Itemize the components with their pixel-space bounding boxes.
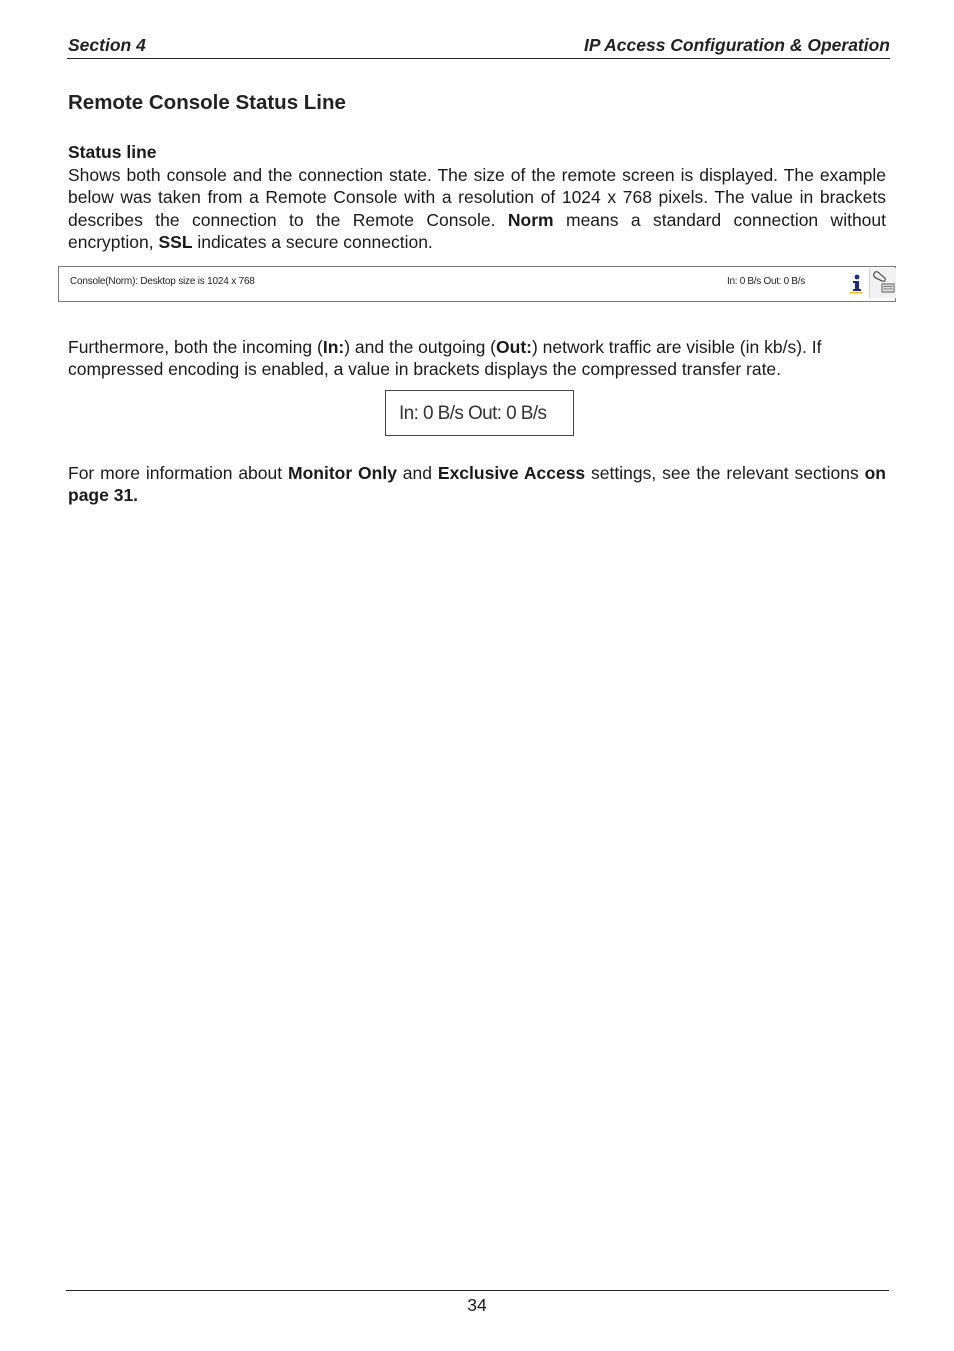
info-icon[interactable] — [849, 272, 863, 294]
footer-rule — [66, 1290, 889, 1291]
more-info-paragraph — [68, 462, 886, 507]
header-section: Section 4 — [68, 35, 146, 55]
p2-out: Out: — [496, 337, 532, 357]
p1-norm: Norm — [507, 209, 554, 230]
traffic-readout-screenshot — [385, 390, 574, 436]
traffic-paragraph — [68, 336, 886, 381]
p3-monitor-only: Monitor Only — [288, 463, 397, 483]
status-bar-screenshot — [58, 266, 896, 302]
p1-text-a: Shows both console and the connection state. The size of the remote screen is displayed. The example below was taken from a Remote Console with a resolution of 1024 x 768 pixels. The value in brackets describes the connection to the Remote Console. — [68, 165, 886, 230]
p3-text-b: and — [396, 463, 438, 483]
p3-text-a: For more information about — [68, 463, 288, 483]
status-bar-traffic-text: In: 0 B/s Out: 0 B/s — [727, 276, 805, 287]
page-number: 34 — [467, 1295, 487, 1315]
p3-page-reference: on page 31. — [68, 463, 886, 506]
p2-text-c: ) network traffic are visible (in kb/s). If compressed encoding is enabled, a value in brackets displays the compressed transfer rate. — [68, 337, 822, 380]
page-header — [67, 34, 890, 59]
p3-text-c: settings, see the relevant sections — [585, 463, 865, 483]
p1-text-b: means a standard connection without encryption, — [68, 209, 887, 253]
traffic-readout-text: In: 0 B/s Out: 0 B/s — [399, 403, 547, 424]
section-title: Remote Console Status Line — [68, 91, 346, 114]
p2-in: In: — [322, 337, 345, 357]
status-line-heading: Status line — [68, 142, 157, 162]
header-chapter: IP Access Configuration & Operation — [584, 35, 890, 55]
p3-exclusive-access: Exclusive Access — [437, 463, 586, 483]
p2-text-a: Furthermore, both the incoming ( — [68, 337, 323, 357]
p2-text-b: ) and the outgoing ( — [344, 337, 497, 357]
status-line-paragraph — [68, 164, 886, 254]
keyboard-icon[interactable] — [869, 268, 896, 298]
p1-ssl: SSL — [158, 232, 193, 253]
status-bar-console-text: Console(Norm): Desktop size is 1024 x 768 — [70, 276, 255, 287]
p1-text-c: indicates a secure connection. — [192, 232, 433, 253]
